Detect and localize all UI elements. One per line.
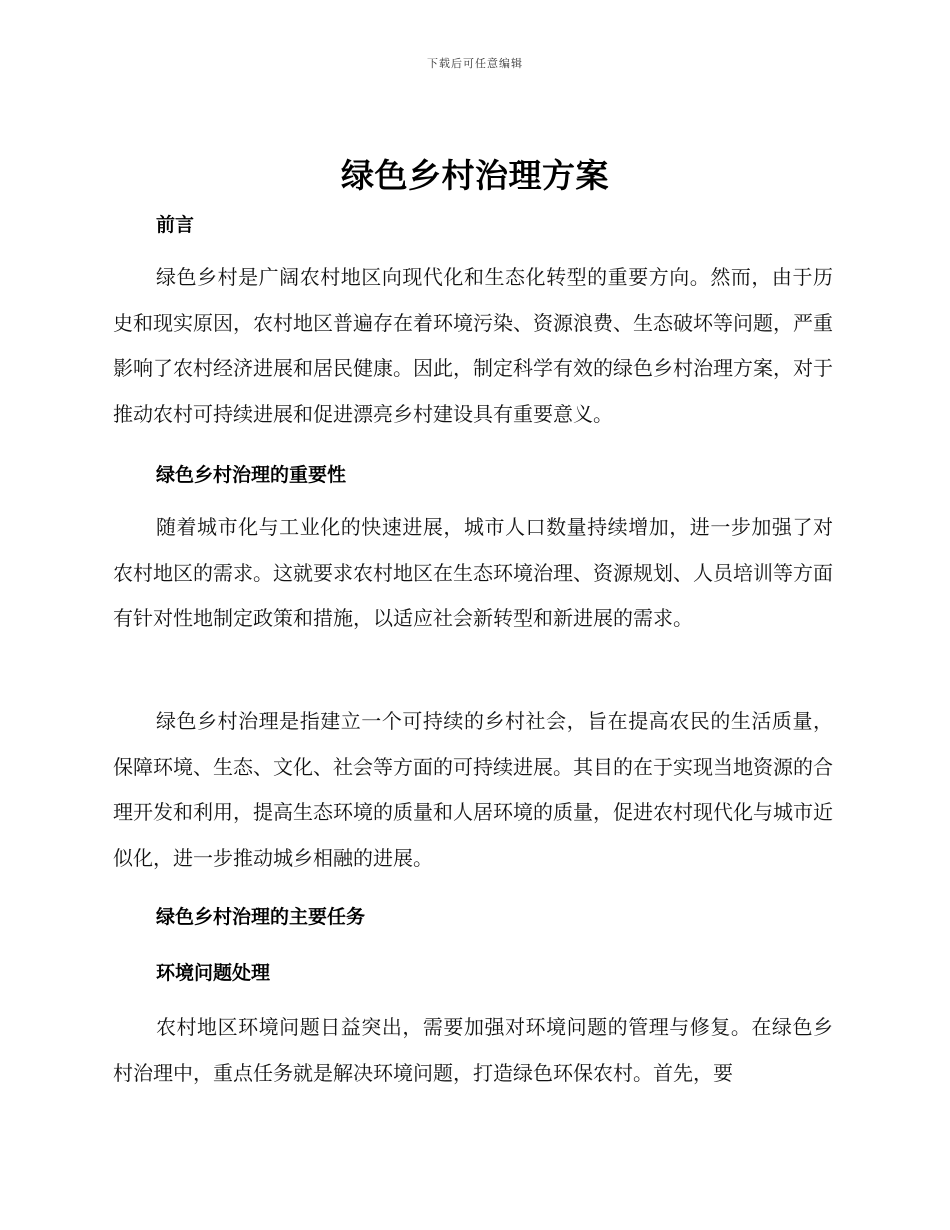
paragraph-importance-1: 随着城市化与工业化的快速进展，城市人口数量持续增加，进一步加强了对农村地区的需求。这就要求农村地区在生态环境治理、资源规划、人员培训等方面有针对性地制定政策和措施，以适应社会新转型和新进展的需求。	[113, 515, 833, 631]
paragraph-importance-2: 绿色乡村治理是指建立一个可持续的乡村社会，旨在提高农民的生活质量，保障环境、生态、文化、社会等方面的可持续进展。其目的在于实现当地资源的合理开发和利用，提高生态环境的质量和人居环境的质量，促进农村现代化与城市近似化，进一步推动城乡相融的进展。	[113, 709, 833, 871]
paragraph-preface: 绿色乡村是广阔农村地区向现代化和生态化转型的重要方向。然而，由于历史和现实原因，农村地区普遍存在着环境污染、资源浪费、生态破坏等问题，严重影响了农村经济进展和居民健康。因此，制定科学有效的绿色乡村治理方案，对于推动农村可持续进展和促进漂亮乡村建设具有重要意义。	[113, 265, 833, 427]
section-heading-importance: 绿色乡村治理的重要性	[156, 464, 347, 486]
paragraph-environment: 农村地区环境问题日益突出，需要加强对环境问题的管理与修复。在绿色乡村治理中，重点任务就是解决环境问题，打造绿色环保农村。首先，要	[113, 1015, 833, 1085]
section-heading-preface: 前言	[156, 214, 195, 236]
page-header-note: 下载后可任意编辑	[427, 57, 523, 70]
section-heading-main-tasks: 绿色乡村治理的主要任务	[156, 906, 366, 928]
section-heading-environment: 环境问题处理	[156, 962, 271, 984]
document-title: 绿色乡村治理方案	[341, 156, 609, 195]
